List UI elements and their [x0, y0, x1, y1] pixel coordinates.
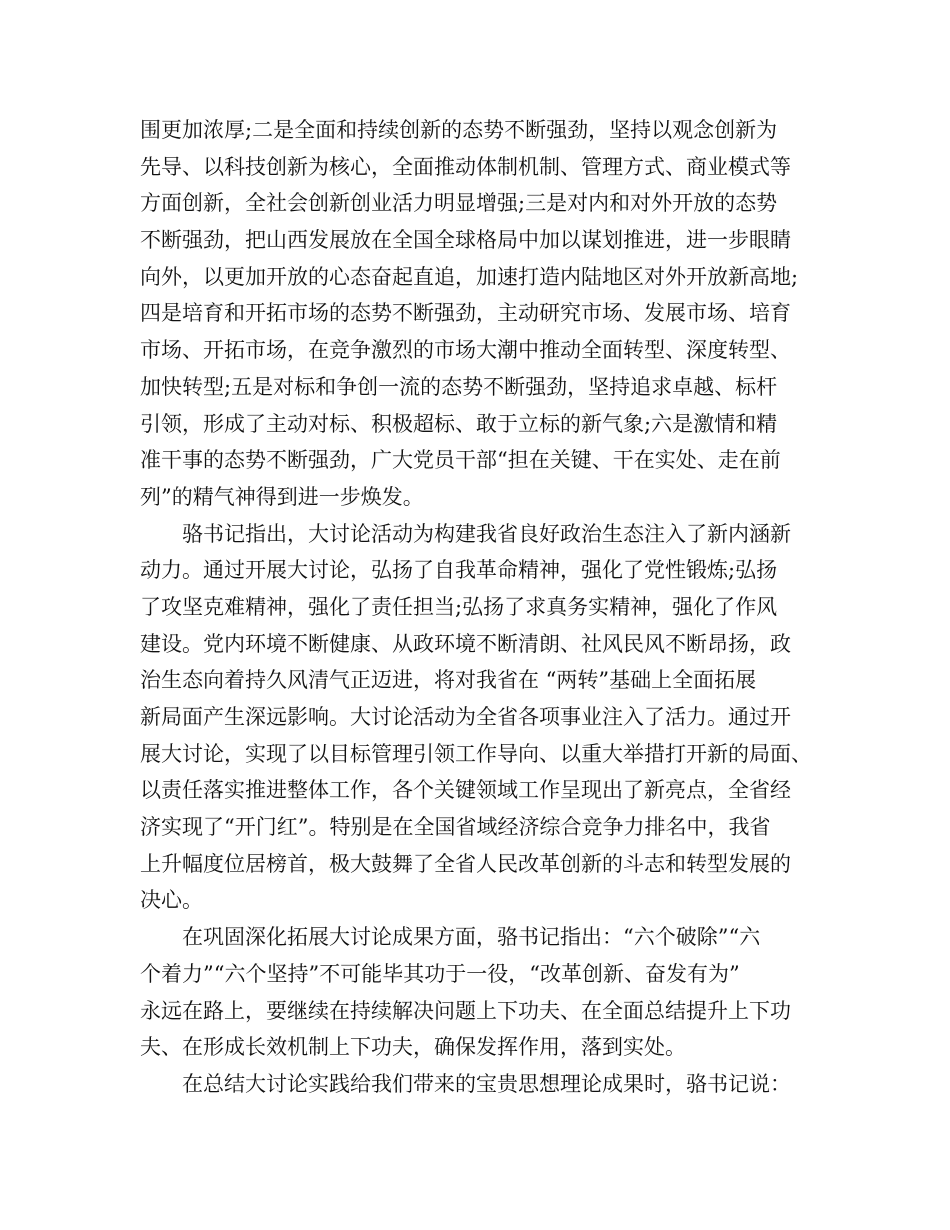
- document-body: [140, 112, 812, 1103]
- text-line: 市场、开拓市场，在竞争激烈的市场大潮中推动全面转型、深度转型、: [140, 338, 791, 363]
- text-line: 上升幅度位居榜首，极大鼓舞了全省人民改革创新的斗志和转型发展的: [140, 851, 791, 876]
- text-line: 先导、以科技创新为核心，全面推动体制机制、管理方式、商业模式等: [140, 154, 791, 179]
- text-line: 治生态向着持久风清气正迈进，将对我省在 “两转”基础上全面拓展: [140, 668, 757, 693]
- text-line: 准干事的态势不断强劲，广大党员干部“担在关键、干在实处、走在前: [140, 448, 781, 473]
- text-line: 决心。: [140, 888, 203, 913]
- text-line: 了攻坚克难精神，强化了责任担当;弘扬了求真务实精神，强化了作风: [140, 594, 778, 619]
- text-line: 新局面产生深远影响。大讨论活动为全省各项事业注入了活力。通过开: [140, 705, 791, 729]
- paragraph-start-line: 在总结大讨论实践给我们带来的宝贵思想理论成果时，骆书记说：: [182, 1071, 791, 1096]
- text-line: 引领，形成了主动对标、积极超标、敢于立标的新气象;六是激情和精: [140, 411, 778, 436]
- text-line: 永远在路上，要继续在持续解决问题上下功夫、在全面总结提升上下功: [140, 998, 791, 1023]
- text-line: 动力。通过开展大讨论，弘扬了自我革命精神，强化了党性锻炼;弘扬: [140, 558, 778, 583]
- text-line: 不断强劲，把山西发展放在全国全球格局中加以谋划推进，进一步眼睛: [140, 228, 791, 253]
- text-line: 围更加浓厚;二是全面和持续创新的态势不断强劲，坚持以观念创新为: [140, 118, 778, 142]
- text-line: 建设。党内环境不断健康、从政环境不断清朗、社风民风不断昂扬，政: [140, 631, 791, 656]
- text-line: 向外，以更加开放的心态奋起直追，加速打造内陆地区对外开放新高地;: [140, 264, 799, 289]
- text-line: 个着力”“六个坚持”不可能毕其功于一役，“改革创新、奋发有为”: [140, 961, 740, 986]
- text-line: 展大讨论，实现了以目标管理引领工作导向、以重大举措打开新的局面、: [140, 741, 812, 766]
- paragraph-start-line: 骆书记指出，大讨论活动为构建我省良好政治生态注入了新内涵新: [182, 521, 791, 546]
- text-line: 方面创新，全社会创新创业活力明显增强;三是对内和对外开放的态势: [140, 191, 778, 216]
- text-line: 列”的精气神得到进一步焕发。: [140, 484, 424, 509]
- text-line: 济实现了“开门红”。特别是在全国省域经济综合竞争力排名中，我省: [140, 815, 771, 840]
- text-line: 四是培育和开拓市场的态势不断强劲，主动研究市场、发展市场、培育: [140, 301, 791, 326]
- text-line: 以责任落实推进整体工作，各个关键领域工作呈现出了新亮点，全省经: [140, 778, 791, 803]
- text-line: 夫、在形成长效机制上下功夫，确保发挥作用，落到实处。: [140, 1035, 686, 1060]
- paragraph-start-line: 在巩固深化拓展大讨论成果方面，骆书记指出：“六个破除”“六: [182, 925, 761, 950]
- text-line: 加快转型;五是对标和争创一流的态势不断强劲，坚持追求卓越、标杆: [140, 374, 778, 399]
